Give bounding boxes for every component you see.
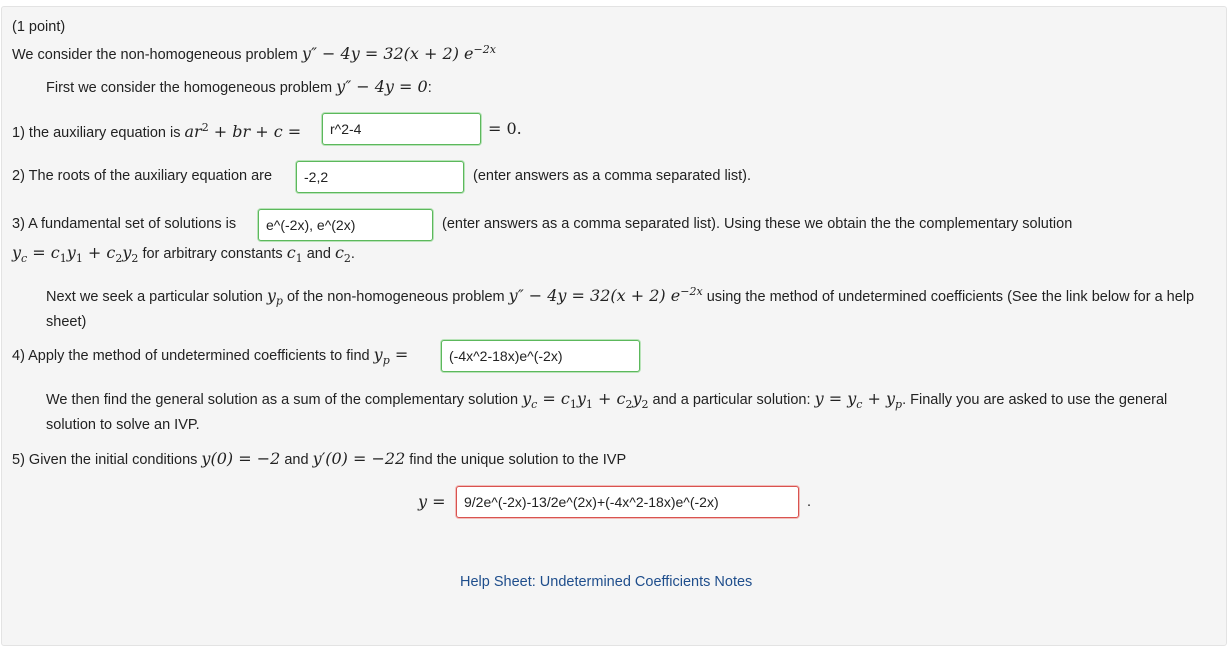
- yc-eq-c1: = c: [27, 243, 60, 262]
- ivp-solution-input[interactable]: [456, 486, 799, 518]
- c2-const-sub: 2: [343, 251, 351, 265]
- gen-eq-c1: = c: [537, 389, 570, 408]
- q4-yp: y: [373, 345, 383, 364]
- complementary-solution-line: [12, 243, 355, 269]
- c1-const: c: [286, 243, 296, 262]
- general-text-a: We then find the general solution as a sum of the complementary solution: [46, 392, 519, 408]
- q4-equals: =: [389, 345, 409, 364]
- general-text-b: and a particular solution:: [652, 392, 811, 408]
- particular-ode: y″ − 4y = 32(x + 2) e: [508, 285, 681, 305]
- ivp-y-equals: y =: [418, 492, 446, 511]
- aux-equation-input[interactable]: [322, 113, 481, 145]
- arbitrary-text: for arbitrary constants: [142, 246, 283, 262]
- q1-after: [488, 119, 522, 140]
- aux-equation-a: ar: [184, 121, 202, 141]
- intro-text: We consider the non-homogeneous problem: [12, 46, 298, 63]
- q2-label: 2) The roots of the auxiliary equation are: [12, 168, 273, 184]
- gen-c1-sub: 1: [569, 397, 577, 411]
- gen-yc2: y: [847, 389, 857, 408]
- y1-sub: 1: [75, 251, 83, 265]
- gen-yp-sub: p: [895, 397, 903, 411]
- particular-text-c: using the method of undetermined coefficients (See the link below for a help sheet): [46, 288, 1195, 330]
- q3-label: 3) A fundamental set of solutions is: [12, 216, 237, 232]
- q5-and: and: [284, 452, 309, 468]
- y1-symbol: y: [66, 243, 76, 262]
- equals-zero: = 0.: [488, 119, 522, 138]
- particular-text-b: of the non-homogeneous problem: [286, 288, 505, 305]
- homogeneous-statement: [46, 77, 432, 98]
- q4-label: [12, 345, 408, 371]
- q3-hint: (enter answers as a comma separated list). Using these we obtain the the complementary solution: [442, 216, 1073, 232]
- gen-y2: y: [632, 389, 642, 408]
- q2-hint: (enter answers as a comma separated list).: [473, 168, 752, 184]
- c2-sub: 2: [115, 251, 123, 265]
- and-text: and: [306, 246, 331, 262]
- particular-solution-input[interactable]: [441, 340, 640, 372]
- gen-yp: y: [885, 389, 896, 408]
- ivp-lhs: [418, 492, 446, 513]
- q3-dot: .: [350, 246, 355, 262]
- ivp-after: .: [807, 494, 812, 510]
- gen-y2-sub: 2: [641, 397, 649, 411]
- gen-y: y: [814, 389, 824, 408]
- ode-equation: y″ − 4y = 32(x + 2) e: [301, 43, 474, 63]
- q5-text: 5) Given the initial conditions: [12, 452, 198, 468]
- c1-sub: 1: [59, 251, 67, 265]
- yp-symbol: y: [266, 285, 276, 305]
- q5-label: [12, 449, 626, 470]
- particular-text-a: Next we seek a particular solution: [46, 288, 263, 305]
- homogeneous-colon: :: [427, 80, 432, 96]
- initial-condition-2: y′(0) = −22: [312, 449, 406, 468]
- general-text-c: . Finally you are asked to use the general solution to solve an IVP.: [46, 392, 1168, 433]
- plus-c2: + c: [82, 243, 116, 262]
- particular-solution-paragraph: [46, 282, 1216, 332]
- y2-symbol: y: [122, 243, 132, 262]
- yc-symbol: y: [12, 243, 22, 262]
- q1-text: 1) the auxiliary equation is: [12, 124, 181, 141]
- ode-exponent: −2x: [473, 43, 496, 56]
- fundamental-set-input[interactable]: [258, 209, 433, 241]
- homogeneous-text: First we consider the homogeneous problem: [46, 80, 333, 96]
- roots-input[interactable]: [296, 161, 464, 193]
- problem-statement: [12, 40, 496, 65]
- aux-equation-sup: 2: [201, 121, 209, 134]
- gen-y1: y: [576, 389, 586, 408]
- y2-sub: 2: [131, 251, 139, 265]
- q4-text: 4) Apply the method of undetermined coefficients to find: [12, 348, 370, 364]
- gen-c2-sub: 2: [625, 397, 633, 411]
- general-solution-paragraph: We then find the general solution as a sum of the complementary solution $y_c = c_1y_1 + c_2y_2$ and a particular solution: $y = y_c + y_p$. Finally you are asked to use the general solution to solve an IVP.: [46, 389, 1168, 433]
- points-label: (1 point): [12, 19, 66, 35]
- homogeneous-equation: y″ − 4y = 0: [336, 77, 428, 96]
- yc-sub: c: [21, 251, 28, 265]
- q4-yp-sub: p: [382, 353, 390, 367]
- gen-yc: y: [522, 389, 532, 408]
- c2-const: c: [334, 243, 344, 262]
- gen-yc-sub: c: [531, 397, 538, 411]
- aux-equation-b: + br + c =: [208, 121, 302, 141]
- help-sheet-container: [460, 572, 752, 592]
- gen-plus-c2: + c: [592, 389, 626, 408]
- particular-ode-exp: −2x: [680, 285, 703, 298]
- c1-const-sub: 1: [295, 251, 303, 265]
- help-sheet-link[interactable]: Help Sheet: Undetermined Coefficients Notes: [460, 574, 753, 590]
- yp-sub: p: [275, 294, 283, 308]
- q1-label: [12, 118, 301, 143]
- gen-yc2-sub: c: [856, 397, 863, 411]
- q5-tail: find the unique solution to the IVP: [409, 452, 627, 468]
- initial-condition-1: y(0) = −2: [201, 449, 281, 468]
- gen-y1-sub: 1: [585, 397, 593, 411]
